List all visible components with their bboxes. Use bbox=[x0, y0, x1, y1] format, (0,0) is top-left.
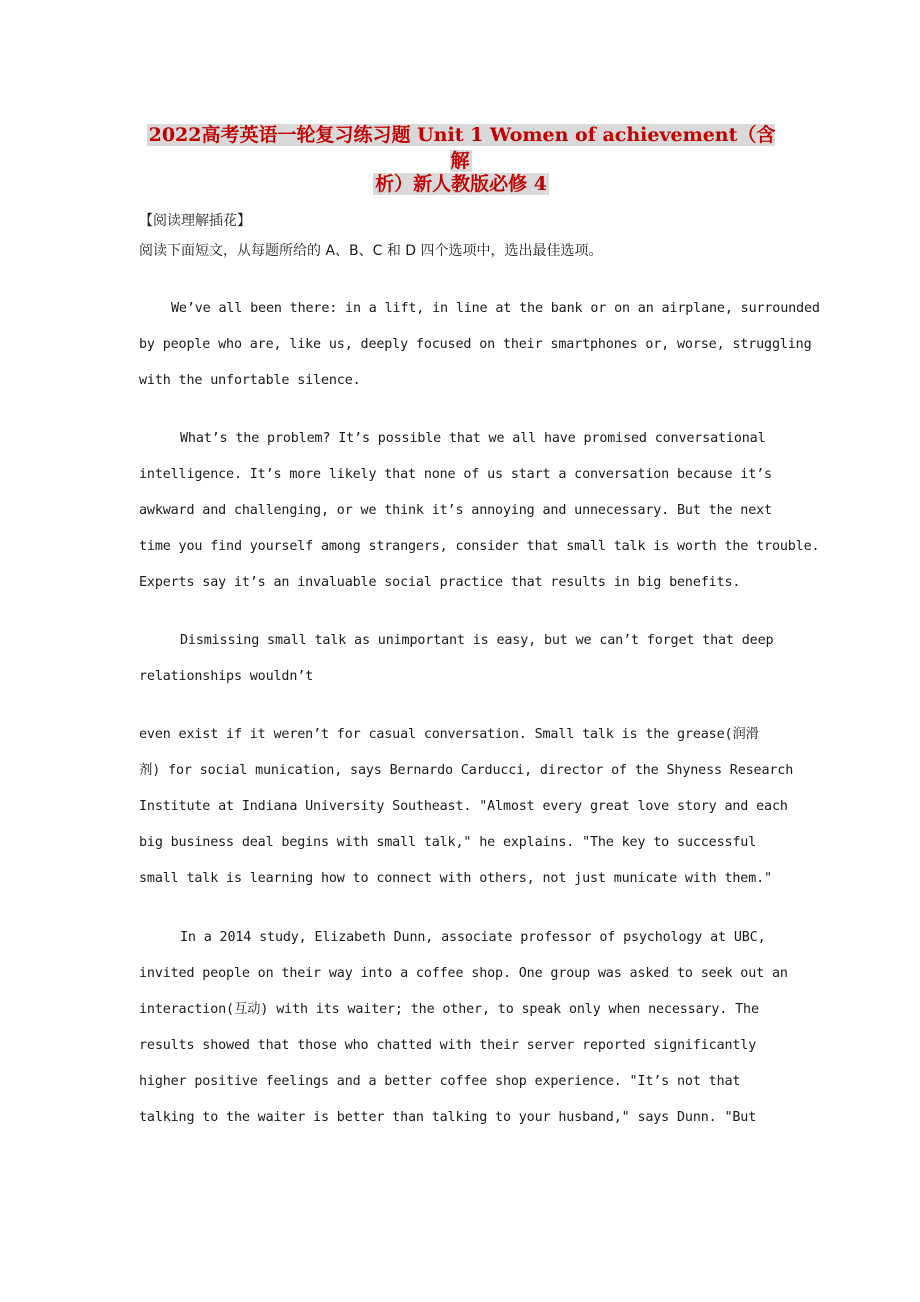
paragraph-3 bbox=[139, 623, 819, 695]
title-text-2: 析）新人教版必修 4 bbox=[375, 173, 547, 195]
paragraph-line: talking to the waiter is better than talking to your husband," says Dunn. "But bbox=[139, 1110, 757, 1125]
paragraph-1 bbox=[139, 291, 819, 399]
paragraph-line: time you find yourself among strangers, consider that small talk is worth the trouble. bbox=[139, 539, 820, 554]
section-tag: 【阅读理解插花】 bbox=[139, 213, 251, 229]
title-text-1: 2022高考英语一轮复习练习题 Unit 1 Women of achievement（含解 bbox=[148, 124, 776, 172]
document-title-line-2 bbox=[138, 171, 784, 197]
paragraph-line: 剂) for social munication, says Bernardo Carducci, director of the Shyness Research bbox=[139, 763, 794, 778]
paragraph-line: In a 2014 study, Elizabeth Dunn, associate professor of psychology at UBC, bbox=[180, 930, 766, 945]
paragraph-line: even exist if it weren’t for casual conversation. Small talk is the grease(润滑 bbox=[139, 727, 759, 742]
paragraph-4 bbox=[139, 717, 819, 897]
paragraph-line: intelligence. It’s more likely that none of us start a conversation because it’s bbox=[139, 467, 772, 482]
instruction-text: 阅读下面短文，从每题所给的 A、B、C 和 D 四个选项中，选出最佳选项。 bbox=[139, 243, 603, 259]
paragraph-line: results showed that those who chatted with their server reported significantly bbox=[139, 1038, 757, 1053]
paragraph-2 bbox=[139, 421, 819, 601]
paragraph-line: higher positive feelings and a better coffee shop experience. "It’s not that bbox=[139, 1074, 741, 1089]
paragraph-line: by people who are, like us, deeply focused on their smartphones or, worse, struggling bbox=[139, 337, 812, 352]
paragraph-line: relationships wouldn’t bbox=[139, 669, 314, 684]
paragraph-5 bbox=[139, 920, 819, 1136]
paragraph-line: with the unfortable silence. bbox=[139, 373, 361, 388]
document-title-line-1 bbox=[138, 122, 784, 174]
paragraph-line: Institute at Indiana University Southeast. "Almost every great love story and each bbox=[139, 799, 788, 814]
paragraph-line: small talk is learning how to connect with others, not just municate with them." bbox=[139, 871, 772, 886]
paragraph-line: invited people on their way into a coffee shop. One group was asked to seek out an bbox=[139, 966, 788, 981]
paragraph-line: interaction(互动) with its waiter; the other, to speak only when necessary. The bbox=[139, 1002, 759, 1017]
paragraph-line: We’ve all been there: in a lift, in line at the bank or on an airplane, surrounded bbox=[171, 301, 820, 316]
paragraph-line: Experts say it’s an invaluable social practice that results in big benefits. bbox=[139, 575, 741, 590]
paragraph-line: awkward and challenging, or we think it’s annoying and unnecessary. But the next bbox=[139, 503, 772, 518]
paragraph-line: Dismissing small talk as unimportant is easy, but we can’t forget that deep bbox=[180, 633, 774, 648]
paragraph-line: big business deal begins with small talk," he explains. "The key to successful bbox=[139, 835, 757, 850]
paragraph-line: What’s the problem? It’s possible that we all have promised conversational bbox=[180, 431, 766, 446]
